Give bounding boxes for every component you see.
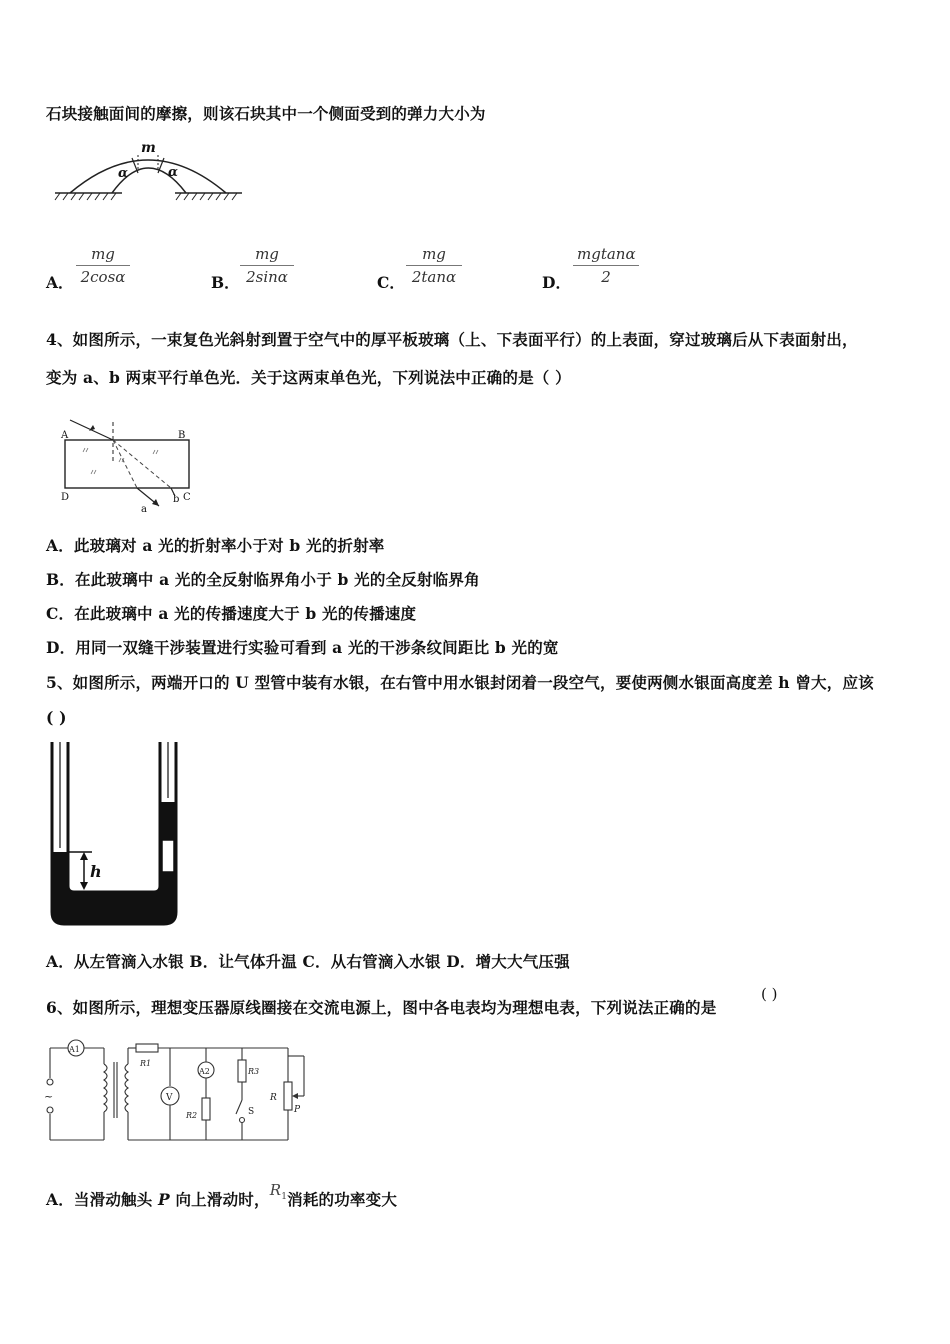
q6-r2-label: R2 <box>186 1111 198 1120</box>
q6-option-a <box>46 1181 398 1212</box>
q5-h-label: h <box>90 862 102 881</box>
q4-label-b-corner: B <box>178 430 186 441</box>
q4-glass-figure <box>55 408 205 513</box>
q3-option-d-fraction <box>573 245 639 286</box>
q6-option-a-suffix: 消耗的功率变大 <box>287 1190 398 1209</box>
q6-source-symbol: ~ <box>44 1090 54 1103</box>
q3-angle-left: α <box>118 166 129 181</box>
q4-label-ray-a: a <box>141 504 147 513</box>
q5-stem-line1: 5、如图所示，两端开口的 U 型管中装有水银，在右管中用水银封闭着一段空气，要使两侧水银面高度差 h 曾大，应该 <box>46 673 874 692</box>
q4-option-b: B．在此玻璃中 a 光的全反射临界角小于 b 光的全反射临界角 <box>46 570 480 589</box>
q3-option-b-num: mg <box>240 245 294 266</box>
q5-stem-line2: ( ) <box>46 708 67 727</box>
q3-option-a-label: A． <box>46 273 74 292</box>
q4-stem-line1: 4、如图所示，一束复色光斜射到置于空气中的厚平板玻璃（上、下表面平行）的上表面，穿过玻璃后从下表面射出， <box>46 330 858 349</box>
q3-option-d-num: mgtanα <box>573 245 639 266</box>
q3-stem: 石块接触面间的摩擦，则该石块其中一个侧面受到的弹力大小为 <box>46 104 486 123</box>
q6-switch-label: S <box>248 1107 255 1117</box>
q3-option-a-fraction <box>76 245 130 286</box>
q6-option-a-r1 <box>270 1181 287 1202</box>
q4-option-d: D．用同一双缝干涉装置进行实验可看到 a 光的干涉条纹间距比 b 光的宽 <box>46 638 559 657</box>
q4-label-a-corner: A <box>61 430 69 441</box>
q6-ammeter-a2-label: A2 <box>199 1067 210 1076</box>
q6-stem: 6、如图所示，理想变压器原线圈接在交流电源上，图中各电表均为理想电表，下列说法正确的是 <box>46 998 717 1017</box>
q6-option-a-r-sub: 1 <box>281 1192 288 1202</box>
q4-option-a: A．此玻璃对 a 光的折射率小于对 b 光的折射率 <box>46 536 385 555</box>
q6-option-a-mid: 向上滑动时， <box>169 1190 270 1209</box>
q3-option-d-label: D． <box>542 273 571 292</box>
q6-slider-p-label: P <box>294 1105 301 1115</box>
q6-r1-label: R1 <box>140 1059 152 1068</box>
q6-ammeter-a1-label: A1 <box>69 1045 80 1054</box>
q3-option-a-den: 2cosα <box>80 268 126 286</box>
q6-r-label: R <box>270 1093 277 1103</box>
q3-option-b-den: 2sinα <box>246 268 288 286</box>
q4-label-d-corner: D <box>61 492 70 503</box>
q6-voltmeter-label: V <box>166 1093 173 1103</box>
q3-option-a-num: mg <box>76 245 130 266</box>
q6-answer-paren: ( ) <box>761 985 778 1003</box>
q3-option-b-label: B． <box>211 273 240 292</box>
q3-mass-label: m <box>141 140 156 156</box>
q3-option-d-den: 2 <box>601 268 611 286</box>
q3-arch-figure <box>50 135 250 205</box>
q3-option-c-label: C． <box>377 273 405 292</box>
q3-angle-right: α <box>168 165 179 180</box>
q3-option-c-num: mg <box>406 245 462 266</box>
q6-option-a-prefix: A．当滑动触头 <box>46 1190 159 1209</box>
q4-label-ray-b: b <box>173 494 180 505</box>
q6-circuit-figure <box>44 1038 314 1148</box>
q3-option-c-fraction <box>406 245 462 286</box>
q6-option-a-r-symbol: R <box>269 1181 282 1199</box>
q6-r3-label: R3 <box>248 1067 260 1076</box>
q4-stem-line2: 变为 a、b 两束平行单色光．关于这两束单色光，下列说法中正确的是（ ） <box>46 368 571 387</box>
q4-option-c: C．在此玻璃中 a 光的传播速度大于 b 光的传播速度 <box>46 604 417 623</box>
q5-options: A．从左管滴入水银 B．让气体升温 C．从右管滴入水银 D．增大大气压强 <box>46 952 570 971</box>
q6-option-a-p: P <box>158 1190 170 1209</box>
q3-option-b-fraction <box>240 245 294 286</box>
q5-u-tube-figure <box>46 740 186 930</box>
q3-option-c-den: 2tanα <box>411 268 457 286</box>
q4-label-c-corner: C <box>183 492 191 503</box>
